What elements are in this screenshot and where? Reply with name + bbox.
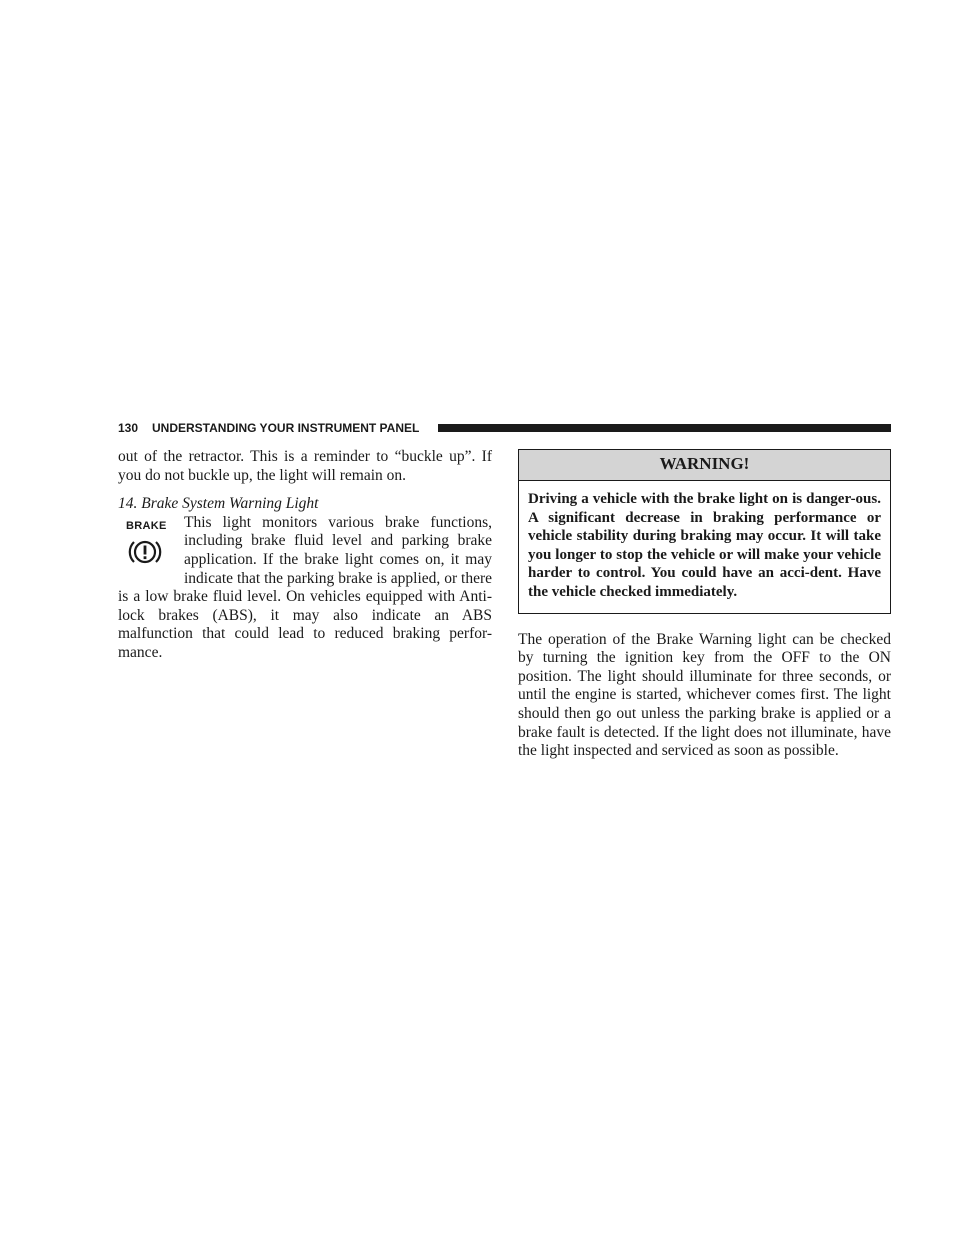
subheading-brake-system: 14. Brake System Warning Light [118, 495, 319, 513]
paragraph-brake-light: This light monitors various brake functions, including brake fluid level and parking brake application. If the brake light comes on, it may indicate that the parking brake is applied, or there is a low brake fluid level. On vehicles equipped with Anti-lock brakes (ABS), it may also indicate an ABS malfunction that could lead to reduced braking perfor-mance. [118, 513, 492, 661]
warning-box [518, 449, 891, 614]
section-title: UNDERSTANDING YOUR INSTRUMENT PANEL [152, 421, 420, 435]
page-number: 130 [118, 421, 139, 435]
warning-text: Driving a vehicle with the brake light on is danger-ous. A significant decrease in braking performance or vehicle stability during braking may occur. It will take you longer to stop the vehicle or will make your vehicle harder to control. You could have an acci-dent. Have the vehicle checked immediately. [528, 491, 881, 600]
brake-warning-icon [118, 520, 176, 576]
paragraph-retractor: out of the retractor. This is a reminder to “buckle up”. If you do not buckle up, the light will remain on. [118, 448, 492, 484]
brake-symbol-icon [127, 537, 163, 567]
right-column [518, 449, 891, 761]
left-column [118, 448, 492, 663]
warning-title: WARNING! [519, 450, 890, 481]
page-header [118, 420, 891, 436]
warning-body [519, 481, 890, 613]
header-rule [438, 424, 891, 432]
paragraph-brake-check: The operation of the Brake Warning light can be checked by turning the ignition key from the OFF to the ON position. The light should illuminate for three seconds, or until the engine is started, whichever comes first. The light should then go out unless the parking brake is applied or a brake fault is detected. If the light does not illuminate, have the light inspected and serviced as soon as possible. [518, 630, 891, 760]
brake-icon-label: BRAKE [126, 519, 167, 532]
